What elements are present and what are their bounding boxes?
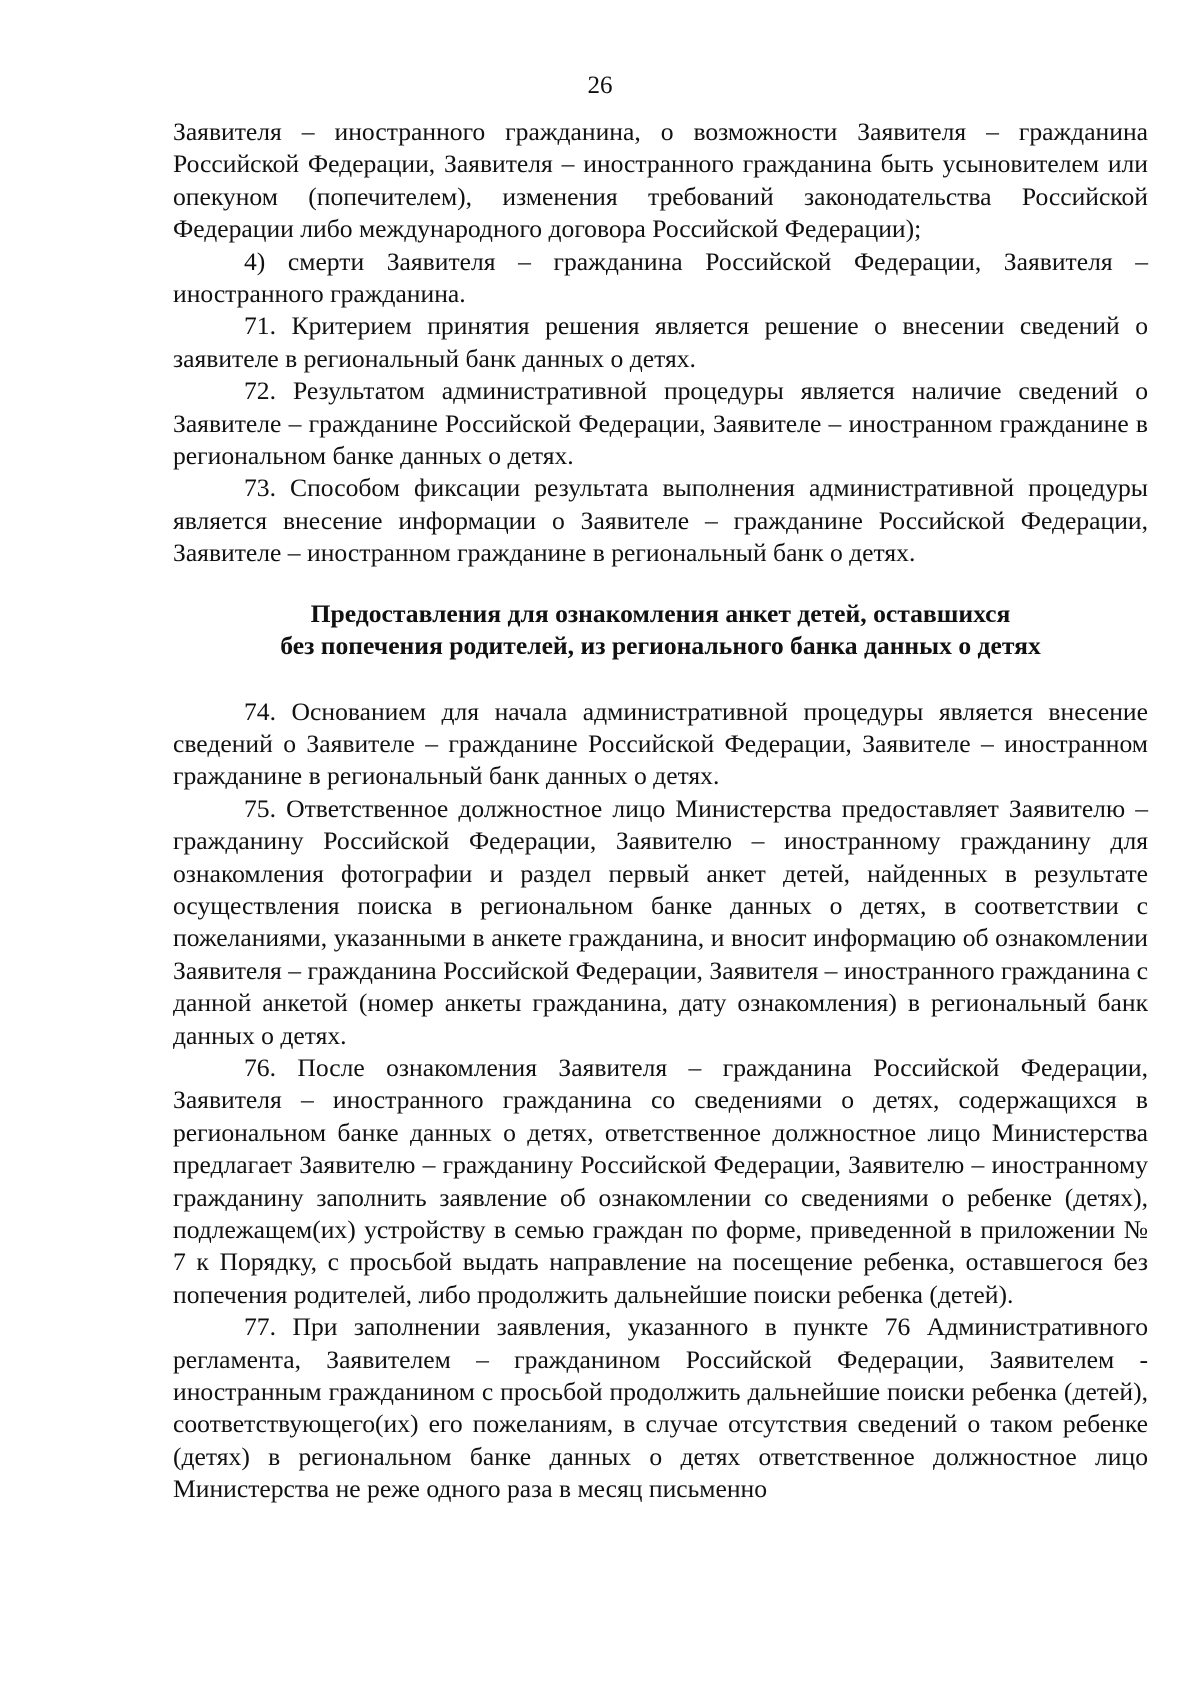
page-number: 26 — [587, 72, 613, 99]
document-body — [173, 116, 1148, 1506]
section-heading-line-2: без попечения родителей, из регионального банка данных о детях — [280, 631, 1041, 661]
paragraph-74: 74. Основанием для начала административной процедуры является внесение сведений о Заявителе – гражданине Российской Федерации, Заявителе – иностранном гражданине в региональный банк данных о детях. — [173, 696, 1148, 791]
section-heading-line-1: Предоставления для ознакомления анкет детей, оставшихся — [310, 598, 1011, 628]
paragraph-item-4: 4) смерти Заявителя – гражданина Российской Федерации, Заявителя – иностранного гражданина. — [173, 246, 1148, 309]
paragraph-72: 72. Результатом административной процедуры является наличие сведений о Заявителе – гражданине Российской Федерации, Заявителе – иностранном гражданине в региональном банке данных о детях. — [173, 376, 1148, 471]
paragraph-71: 71. Критерием принятия решения является решение о внесении сведений о заявителе в региональный банк данных о детях. — [173, 311, 1148, 373]
paragraph-76: 76. После ознакомления Заявителя – гражданина Российской Федерации, Заявителя – иностранного гражданина со сведениями о детях, содержащихся в региональном банке данных о детях, ответственное должностное лицо Министерства предлагает Заявителю – гражданину Российской Федерации, Заявителю – иностранному гражданину заполнить заявление об ознакомлении со сведениями о ребенке (детях), подлежащем(их) устройству в семью граждан по форме, приведенной в приложении № 7 к Порядку, с просьбой выдать направление на посещение ребенка, оставшегося без попечения родителей, либо продолжить дальнейшие поиски ребенка (детей). — [173, 1052, 1148, 1309]
paragraph-73: 73. Способом фиксации результата выполнения административной процедуры является внесение информации о Заявителе – гражданине Российской Федерации, Заявителе – иностранном гражданине в региональный банк о детях. — [173, 473, 1148, 568]
section-heading — [173, 598, 1148, 663]
paragraph-75: 75. Ответственное должностное лицо Министерства предоставляет Заявителю – гражданину Российской Федерации, Заявителю – иностранному гражданину для ознакомления фотографии и раздел первый анкет детей, найденных в результате осуществления поиска в региональном банке данных о детях, в соответствии с пожеланиями, указанными в анкете гражданина, и вносит информацию об ознакомлении Заявителя – гражданина Российской Федерации, Заявителя – иностранного гражданина с данной анкетой (номер анкеты гражданина, дату ознакомления) в региональный банк данных о детях. — [173, 793, 1148, 1050]
paragraph-77: 77. При заполнении заявления, указанного в пункте 76 Административного регламента, Заявителем – гражданином Российской Федерации, Заявителем - иностранным гражданином с просьбой продолжить дальнейшие поиски ребенка (детей), соответствующего(их) его пожеланиям, в случае отсутствия сведений о таком ребенке (детях) в региональном банке данных о детях ответственное должностное лицо Министерства не реже одного раза в месяц письменно — [173, 1312, 1148, 1504]
paragraph-continuation: Заявителя – иностранного гражданина, о возможности Заявителя – гражданина Российской Федерации, Заявителя – иностранного гражданина быть усыновителем или опекуном (попечителем), изменения требований законодательства Российской Федерации либо международного договора Российской Федерации); — [173, 117, 1148, 244]
